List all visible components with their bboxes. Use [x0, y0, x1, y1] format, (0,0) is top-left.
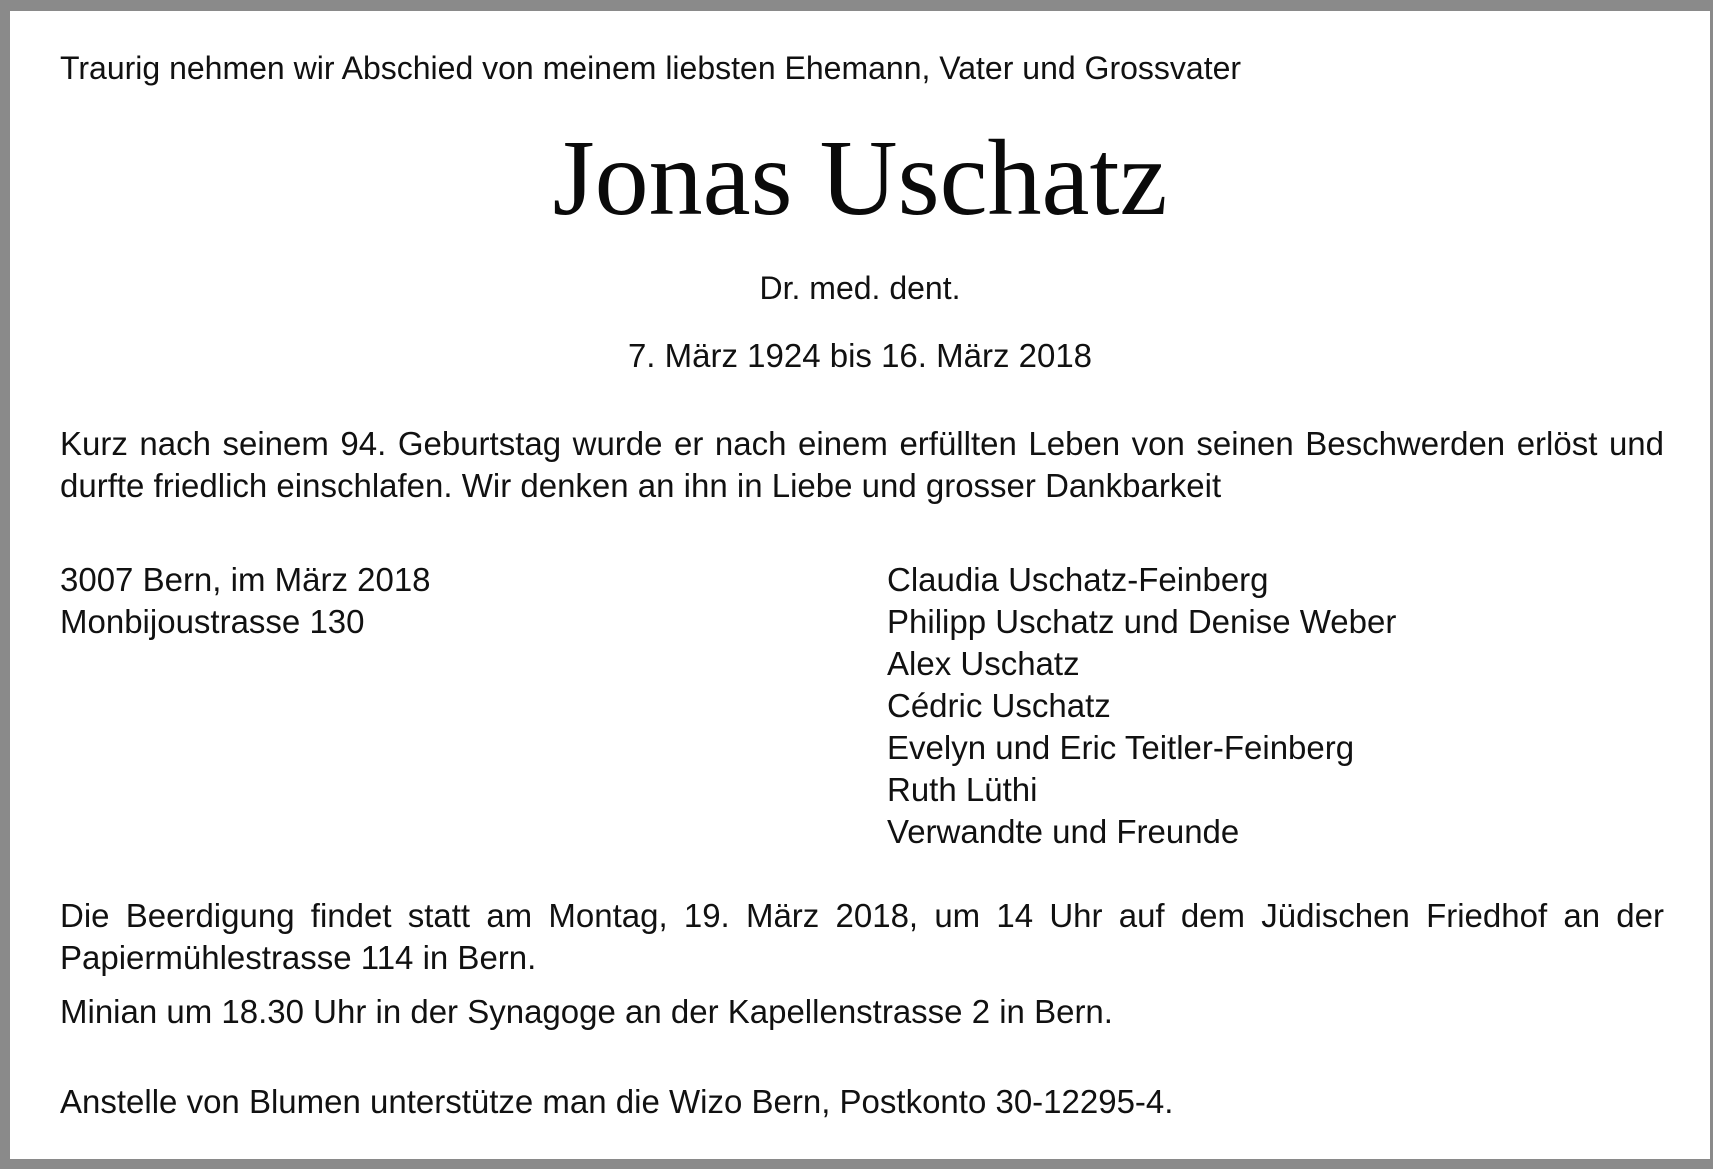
place-and-address — [60, 559, 431, 643]
mourners-list — [887, 559, 1396, 853]
mourner-item: Evelyn und Eric Teitler-Feinberg — [887, 729, 1355, 766]
deceased-name: Jonas Uschatz — [552, 119, 1168, 238]
obituary-notice — [10, 11, 1710, 1159]
address-line: Monbijoustrasse 130 — [60, 603, 365, 640]
donation-note: Anstelle von Blumen unterstütze man die Wizo Bern, Postkonto 30-12295-4. — [60, 1083, 1174, 1120]
place-date-line: 3007 Bern, im März 2018 — [60, 561, 431, 598]
mourner-item: Philipp Uschatz und Denise Weber — [887, 603, 1397, 640]
minian-details: Minian um 18.30 Uhr in der Synagoge an der Kapellenstrasse 2 in Bern. — [60, 993, 1113, 1030]
mourner-item: Verwandte und Freunde — [887, 813, 1240, 850]
academic-title: Dr. med. dent. — [759, 270, 961, 306]
mourner-item: Claudia Uschatz-Feinberg — [887, 561, 1269, 598]
memorial-paragraph: Kurz nach seinem 94. Geburtstag wurde er nach einem erfüllten Leben von seinen Beschwerden erlöst und durfte friedlich einschlafen. Wir denken an ihn in Liebe und grosser Dankbarkeit — [60, 425, 1664, 504]
funeral-details: Die Beerdigung findet statt am Montag, 19. März 2018, um 14 Uhr auf dem Jüdischen Friedhof an der Papiermühlestrasse 114 in Bern. — [60, 897, 1664, 976]
mourner-item: Ruth Lüthi — [887, 771, 1038, 808]
intro-line: Traurig nehmen wir Abschied von meinem liebsten Ehemann, Vater und Grossvater — [60, 50, 1242, 86]
life-dates: 7. März 1924 bis 16. März 2018 — [627, 337, 1093, 374]
mourner-item: Cédric Uschatz — [887, 687, 1111, 724]
mourner-item: Alex Uschatz — [887, 645, 1080, 682]
